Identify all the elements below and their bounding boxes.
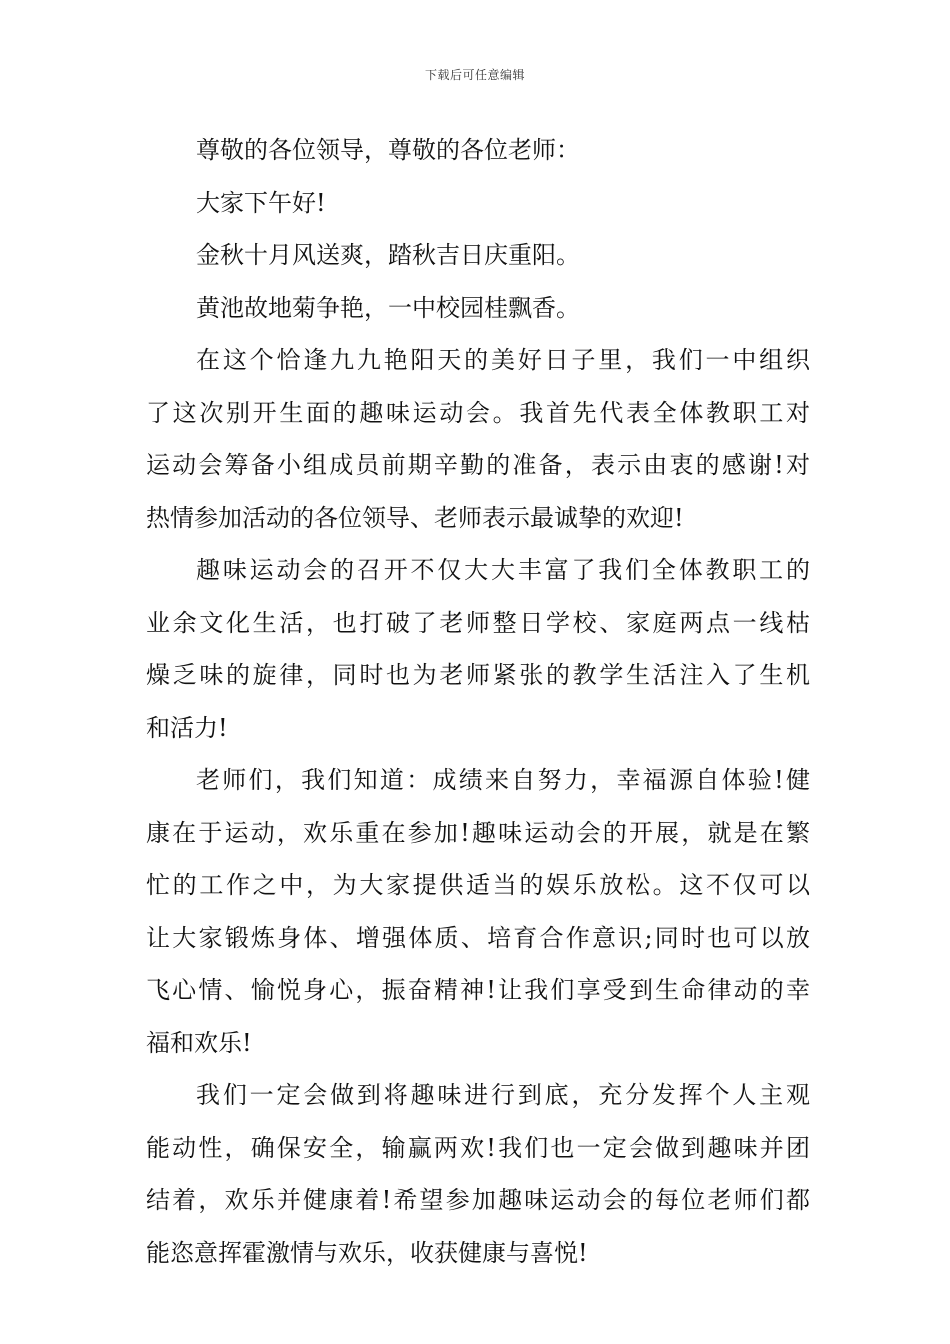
paragraph-line: 运动会筹备小组成员前期辛勤的准备，表示由衷的感谢!对 bbox=[146, 451, 810, 479]
paragraph-line: 热情参加活动的各位领导、老师表示最诚挚的欢迎! bbox=[146, 503, 684, 532]
document-body bbox=[146, 124, 810, 1279]
paragraph-line: 忙的工作之中，为大家提供适当的娱乐放松。这不仅可以 bbox=[146, 871, 810, 899]
paragraph-line: 让大家锻炼身体、增强体质、培育合作意识;同时也可以放 bbox=[146, 923, 810, 952]
paragraph-line: 我们一定会做到将趣味进行到底，充分发挥个人主观 bbox=[196, 1081, 810, 1109]
paragraph-line: 在这个恰逢九九艳阳天的美好日子里，我们一中组织 bbox=[196, 346, 810, 374]
paragraph-line: 康在于运动，欢乐重在参加!趣味运动会的开展，就是在繁 bbox=[146, 818, 810, 847]
verse-line: 金秋十月风送爽，踏秋吉日庆重阳。 bbox=[196, 241, 580, 269]
header-note: 下载后可任意编辑 bbox=[424, 68, 525, 82]
paragraph-line: 了这次别开生面的趣味运动会。我首先代表全体教职工对 bbox=[146, 398, 810, 427]
paragraph-line: 飞心情、愉悦身心，振奋精神!让我们享受到生命律动的幸 bbox=[146, 976, 810, 1004]
salutation-line: 尊敬的各位领导，尊敬的各位老师： bbox=[196, 136, 580, 164]
paragraph-line: 燥乏味的旋律，同时也为老师紧张的教学生活注入了生机 bbox=[146, 661, 810, 689]
paragraph-line: 福和欢乐! bbox=[146, 1028, 252, 1057]
paragraph-line: 业余文化生活，也打破了老师整日学校、家庭两点一线枯 bbox=[146, 608, 810, 637]
paragraph-line: 能动性，确保安全，输赢两欢!我们也一定会做到趣味并团 bbox=[146, 1133, 810, 1162]
paragraph-line: 老师们，我们知道：成绩来自努力，幸福源自体验!健 bbox=[196, 766, 810, 794]
greeting-line: 大家下午好! bbox=[196, 188, 326, 217]
paragraph-line: 结着，欢乐并健康着!希望参加趣味运动会的每位老师们都 bbox=[146, 1186, 810, 1214]
verse-line: 黄池故地菊争艳，一中校园桂飘香。 bbox=[196, 293, 580, 322]
paragraph-line: 和活力! bbox=[146, 713, 228, 742]
paragraph-line: 能恣意挥霍激情与欢乐，收获健康与喜悦! bbox=[146, 1238, 588, 1267]
paragraph-line: 趣味运动会的召开不仅大大丰富了我们全体教职工的 bbox=[196, 556, 810, 584]
